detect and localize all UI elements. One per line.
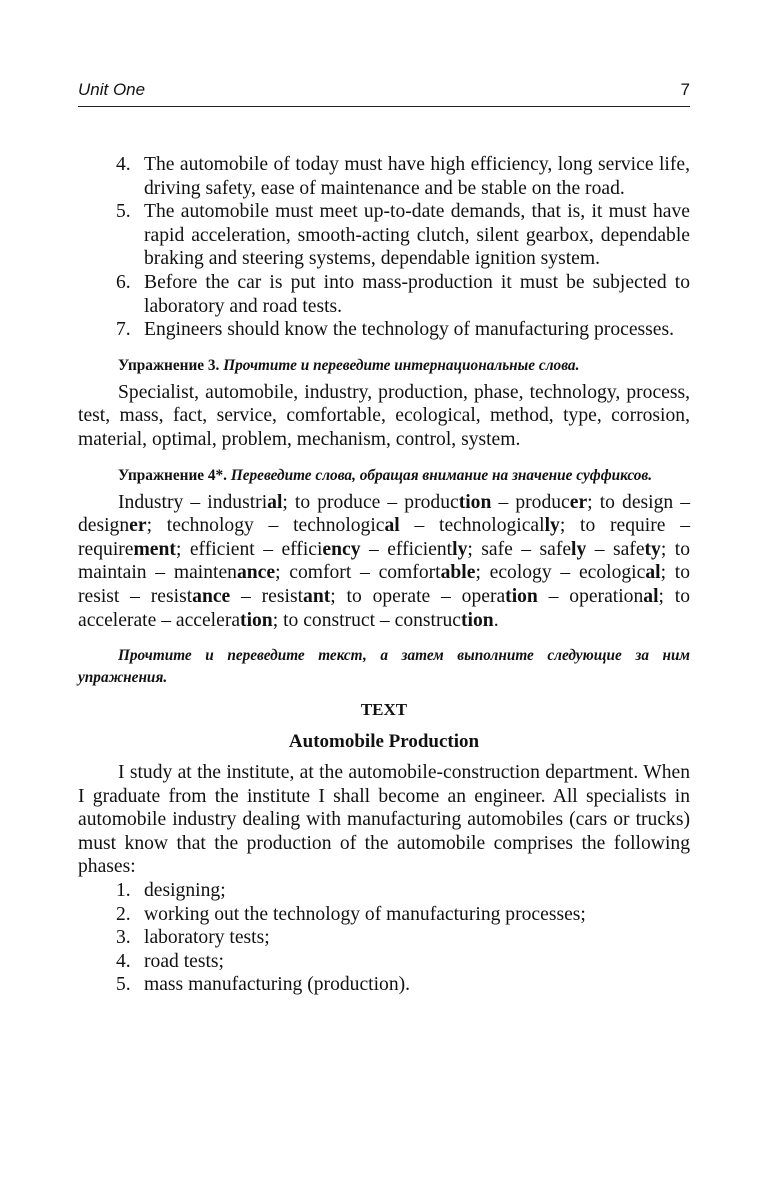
word-suffix: tion (240, 609, 273, 631)
base-word: safe (481, 538, 513, 560)
word-stem: produc (515, 491, 570, 513)
exercise-4-tag: Упражнение 4*. (118, 466, 227, 484)
list-item (78, 153, 690, 200)
word-chain: to resist – resistance – resistant; to operate – operation – operational; (78, 562, 690, 607)
word-suffix: al (384, 515, 400, 537)
base-word: to maintain (78, 538, 690, 584)
list-item-number: 5. (116, 974, 131, 996)
base-word: to require (580, 515, 666, 537)
list-item-number: 4. (116, 950, 131, 972)
word-suffix: tion (505, 585, 538, 607)
base-word: efficient (189, 538, 255, 560)
word-stem: require (78, 538, 134, 560)
list-item (78, 879, 690, 903)
base-word: to operate (346, 585, 431, 607)
word-suffix: ant (303, 585, 331, 607)
word-suffix: al (645, 562, 661, 584)
word-stem: resist (150, 585, 193, 607)
word-stem: operation (569, 585, 644, 607)
text-paragraph: I study at the institute, at the automobile-construction department. When I graduate from the institute I shall become an engineer. All specialists in automobile industry dealing with manufacturing automobiles (cars or trucks) must know that the production of the automobile comprises the following phases: (78, 762, 690, 878)
list-item-number: 6. (116, 271, 131, 293)
word-stem: accelera (175, 609, 241, 631)
word-chain: to design – designer; technology – technological – technologically; (78, 491, 691, 537)
word-suffix: tion (461, 609, 494, 631)
word-stem: industri (207, 491, 268, 513)
word-suffix: ly (571, 538, 587, 560)
base-word: to accelerate (78, 585, 691, 631)
text-label: TEXT (360, 700, 408, 720)
list-item-number: 3. (116, 927, 131, 949)
exercise-3-tag: Упражнение 3. (118, 356, 220, 374)
word-stem: efficient (387, 538, 453, 560)
phases-list (78, 879, 690, 997)
word-suffix: ly (452, 538, 468, 560)
word-suffix: ment (133, 538, 176, 560)
text-instruction (78, 645, 690, 689)
word-suffix: ance (236, 562, 276, 584)
base-word: to design (599, 491, 674, 513)
base-word: to construct (283, 609, 376, 631)
word-suffix: ly (544, 515, 560, 537)
base-word: technology (166, 515, 254, 537)
word-chain: to accelerate – acceleration; to construct – construction. (78, 585, 691, 631)
list-item-number: 2. (116, 903, 131, 925)
word-suffix: tion (458, 491, 492, 513)
word-stem: safe (539, 538, 572, 560)
unit-title: Unit One (78, 80, 146, 99)
page-body (78, 153, 690, 997)
word-stem: opera (461, 585, 506, 607)
word-suffix: er (569, 491, 588, 513)
word-stem: comfort (378, 562, 441, 584)
list-item-number: 4. (116, 154, 131, 175)
list-item-text: laboratory tests; (144, 927, 270, 949)
base-word: Industry (118, 491, 184, 513)
list-item-number: 1. (116, 880, 131, 902)
word-stem: safe (612, 538, 645, 560)
word-stem: construc (394, 609, 462, 631)
running-header (78, 80, 690, 107)
list-item-text: working out the technology of manufacturing processes; (144, 903, 586, 925)
exercise-3-text: Specialist, automobile, industry, production, phase, technology, process, test, mass, fact, service, comfortable, ecological, method, type, corrosion, material, optimal, problem, mechanism, control, system. (78, 381, 690, 450)
list-item (78, 200, 690, 271)
exercise-3-heading (118, 355, 690, 377)
list-item-number: 5. (116, 201, 131, 223)
exercise-3-instruction: Прочтите и переведите интернациональные слова. (223, 356, 580, 374)
word-chain: to require – requirement; efficient – efficiency – efficiently; (78, 515, 691, 560)
text-title: Automobile Production (288, 731, 480, 753)
base-word: comfort (289, 562, 352, 584)
list-item (78, 903, 690, 927)
list-item (78, 318, 690, 342)
word-stem: produc (404, 491, 459, 513)
list-item-number: 7. (116, 319, 131, 341)
list-item (78, 271, 690, 318)
word-chain: safe – safely – safety; to maintain – maintenance; (78, 538, 690, 584)
word-suffix: ency (322, 538, 361, 560)
base-word: ecology (489, 562, 552, 584)
exercise-4-heading (78, 465, 690, 487)
exercise-4-instruction: Переведите слова, обращая внимание на значение суффиксов. (230, 466, 653, 484)
word-suffix: ty (644, 538, 661, 560)
word-chain: comfort – comfortable; ecology – ecological; (289, 562, 675, 584)
word-suffix: al (643, 585, 659, 607)
page-number: 7 (680, 80, 690, 99)
base-word: to produce (294, 491, 381, 513)
base-word: to resist (78, 562, 690, 607)
word-suffix: er (129, 515, 147, 537)
list-item (78, 973, 690, 997)
list-item (78, 950, 690, 974)
word-suffix: able (440, 562, 476, 584)
numbered-list (78, 153, 690, 342)
word-stem: ecologic (578, 562, 646, 584)
word-stem: mainten (173, 562, 237, 584)
word-suffix: ance (192, 585, 231, 607)
word-stem: design (78, 515, 130, 537)
list-item-text: The automobile must meet up-to-date demands, that is, it must have rapid acceleration, smooth-acting clutch, silent gearbox, dependable braking and steering systems, dependable ignition system. (144, 201, 690, 270)
list-item-text: mass manufacturing (production). (144, 974, 411, 996)
text-instruction-label: Прочтите и переведите текст, а затем выполните следующие за ним упражнения. (78, 647, 690, 687)
word-stem: effici (281, 538, 323, 560)
list-item (78, 926, 690, 950)
word-chain: Industry – industrial; to produce – production – producer; (118, 491, 600, 513)
list-item-text: Before the car is put into mass-production it must be subjected to laboratory and road tests. (144, 271, 690, 317)
list-item-text: road tests; (144, 950, 224, 972)
list-item-text: The automobile of today must have high efficiency, long service life, driving safety, ease of maintenance and be stable on the road. (144, 154, 690, 199)
exercise-4-text (78, 491, 690, 633)
list-item-text: Engineers should know the technology of manufacturing processes. (144, 319, 674, 341)
word-stem: technologic (293, 515, 385, 537)
word-stem: technological (439, 515, 545, 537)
word-stem: resist (261, 585, 304, 607)
list-item-text: designing; (144, 880, 226, 902)
word-suffix: al (267, 491, 283, 513)
